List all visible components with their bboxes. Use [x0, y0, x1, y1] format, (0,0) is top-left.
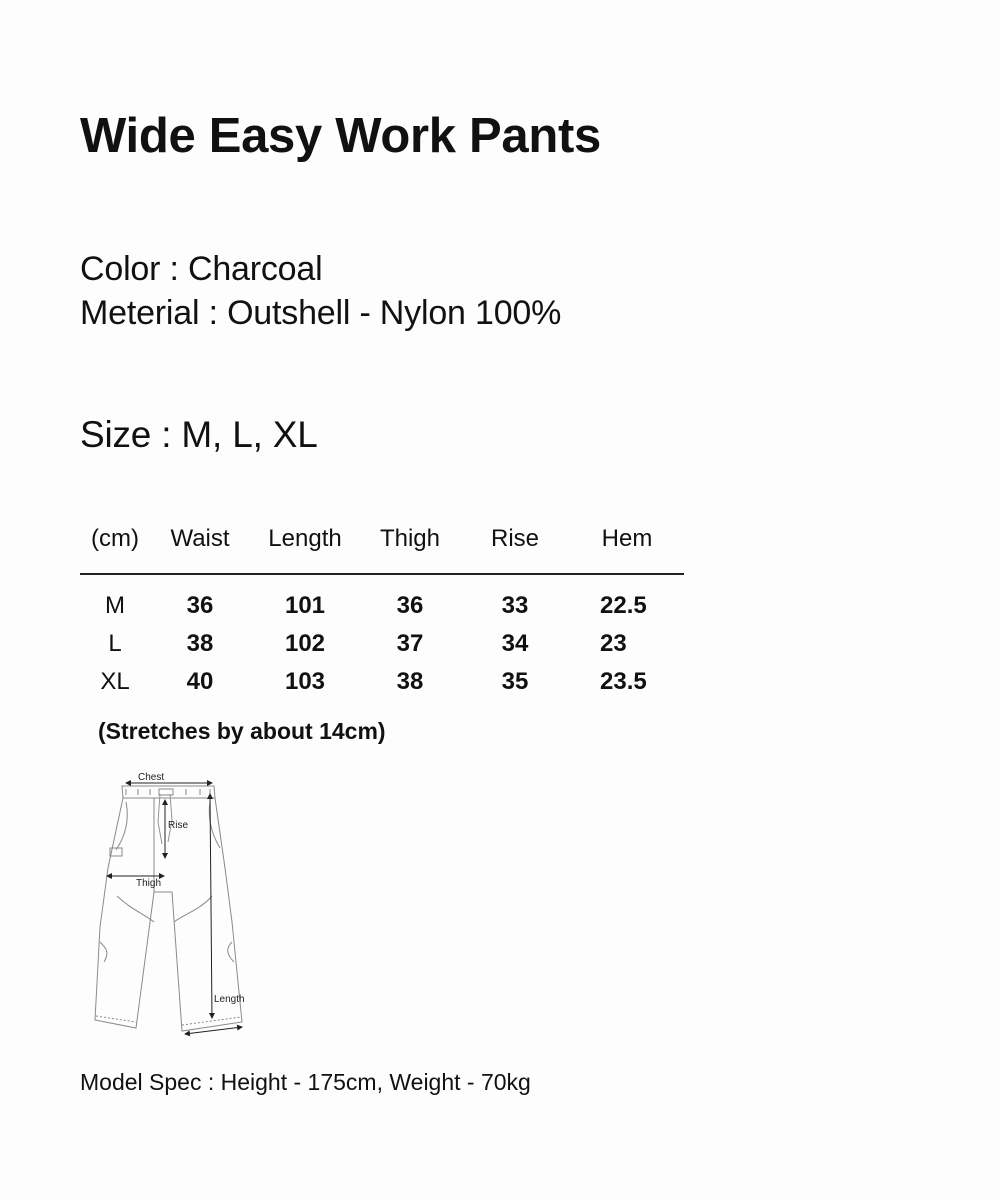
header-thigh: Thigh [360, 525, 460, 574]
length-label: Length [214, 994, 245, 1005]
thigh-label: Thigh [136, 878, 162, 889]
rise-label: Rise [168, 820, 189, 831]
length-value: 102 [284, 630, 326, 657]
color-info: Color : Charcoal [80, 250, 323, 288]
table-row [80, 625, 684, 663]
waist-value: 40 [186, 668, 214, 695]
rise-value: 33 [501, 592, 529, 619]
thigh-value: 37 [396, 630, 424, 657]
header-hem: Hem [570, 525, 684, 574]
rise-value: 34 [501, 630, 529, 657]
table-row [80, 663, 684, 701]
header-waist: Waist [150, 525, 250, 574]
hem-value: 22.5 [600, 592, 647, 619]
size-label: M [105, 592, 125, 619]
waist-value: 38 [186, 630, 214, 657]
pants-measurement-diagram [92, 772, 262, 1042]
stretch-note: (Stretches by about 14cm) [98, 718, 386, 744]
hem-value: 23.5 [600, 668, 647, 695]
size-chart-table [80, 525, 684, 701]
size-label: L [108, 630, 122, 657]
product-title: Wide Easy Work Pants [80, 109, 601, 163]
hem-value: 23 [600, 630, 627, 657]
size-info: Size : M, L, XL [80, 414, 318, 455]
length-value: 103 [284, 668, 326, 695]
header-unit: (cm) [80, 525, 150, 574]
thigh-value: 36 [396, 592, 424, 619]
chest-label: Chest [138, 772, 165, 783]
header-length: Length [250, 525, 360, 574]
size-label: XL [100, 668, 130, 695]
hem-arrow [185, 1027, 242, 1034]
model-spec: Model Spec : Height - 175cm, Weight - 70kg [80, 1069, 531, 1095]
length-value: 101 [284, 592, 326, 619]
table-header-row [80, 525, 684, 574]
material-info: Meterial : Outshell - Nylon 100% [80, 294, 562, 332]
thigh-value: 38 [396, 668, 424, 695]
table-row [80, 574, 684, 625]
waist-value: 36 [186, 592, 214, 619]
rise-value: 35 [501, 668, 529, 695]
header-rise: Rise [460, 525, 570, 574]
